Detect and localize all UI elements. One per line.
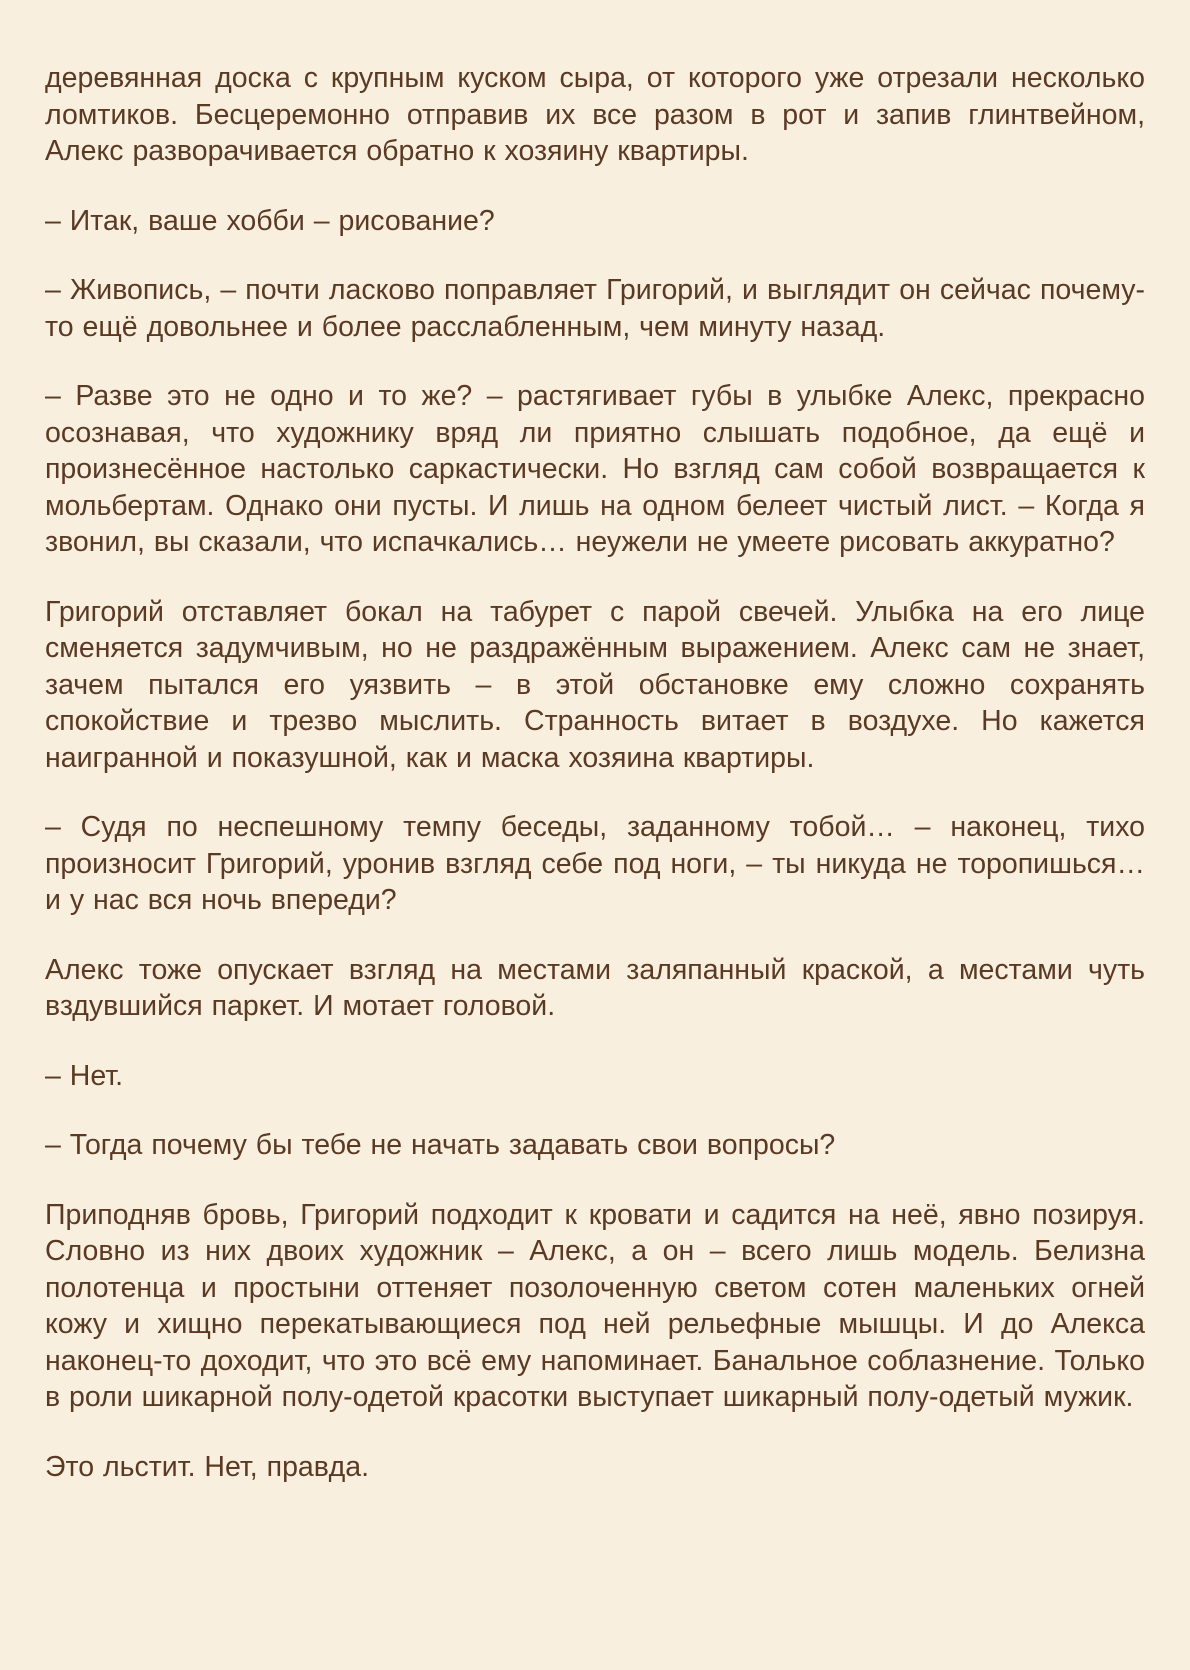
paragraph-4: – Разве это не одно и то же? – растягивает губы в улыбке Алекс, прекрасно осознавая, что художнику вряд ли приятно слышать подобное, да ещё и произнесённое настолько саркастически. Но взгляд сам собой возвращается к мольбертам. Однако они пусты. И лишь на одном белеет чистый лист. – Когда я звонил, вы сказали, что испачкались… неужели не умеете рисовать аккуратно? (45, 380, 1145, 558)
paragraph-8: – Нет. (45, 1059, 124, 1092)
paragraph-1: деревянная доска с крупным куском сыра, от которого уже отрезали несколько ломтиков. Бесцеремонно отправив их все разом в рот и запив глинтвейном, Алекс разворачивается обратно к хозяину квартиры. (45, 62, 1145, 167)
paragraph-11: Это льстит. Нет, правда. (45, 1450, 369, 1483)
paragraph-9: – Тогда почему бы тебе не начать задавать свои вопросы? (45, 1129, 836, 1161)
paragraph-3: – Живопись, – почти ласково поправляет Григорий, и выглядит он сейчас почему-то ещё довольнее и более расслабленным, чем минуту назад. (45, 274, 1145, 343)
paragraph-5: Григорий отставляет бокал на табурет с парой свечей. Улыбка на его лице сменяется задумчивым, но не раздражённым выражением. Алекс сам не знает, зачем пытался его уязвить – в этой обстановке ему сложно сохранять спокойствие и трезво мыслить. Странность витает в воздухе. Но кажется наигранной и показушной, как и маска хозяина квартиры. (45, 595, 1145, 774)
paragraph-7: Алекс тоже опускает взгляд на местами заляпанный краской, а местами чуть вздувшийся паркет. И мотает головой. (45, 953, 1145, 1022)
paragraph-6: – Судя по неспешному темпу беседы, заданному тобой… – наконец, тихо произносит Григорий, уронив взгляд себе под ноги, – ты никуда не торопишься… и у нас вся ночь впереди? (45, 811, 1145, 916)
paragraph-2: – Итак, ваше хобби – рисование? (45, 204, 495, 237)
paragraph-10: Приподняв бровь, Григорий подходит к кровати и садится на неё, явно позируя. Словно из них двоих художник – Алекс, а он – всего лишь модель. Белизна полотенца и простыни оттеняет позолоченную светом сотен маленьких огней кожу и хищно перекатывающиеся под ней рельефные мышцы. И до Алекса наконец-то доходит, что это всё ему напоминает. Банальное соблазнение. Только в роли шикарной полу-одетой красотки выступает шикарный полу-одетый мужик. (45, 1198, 1145, 1413)
